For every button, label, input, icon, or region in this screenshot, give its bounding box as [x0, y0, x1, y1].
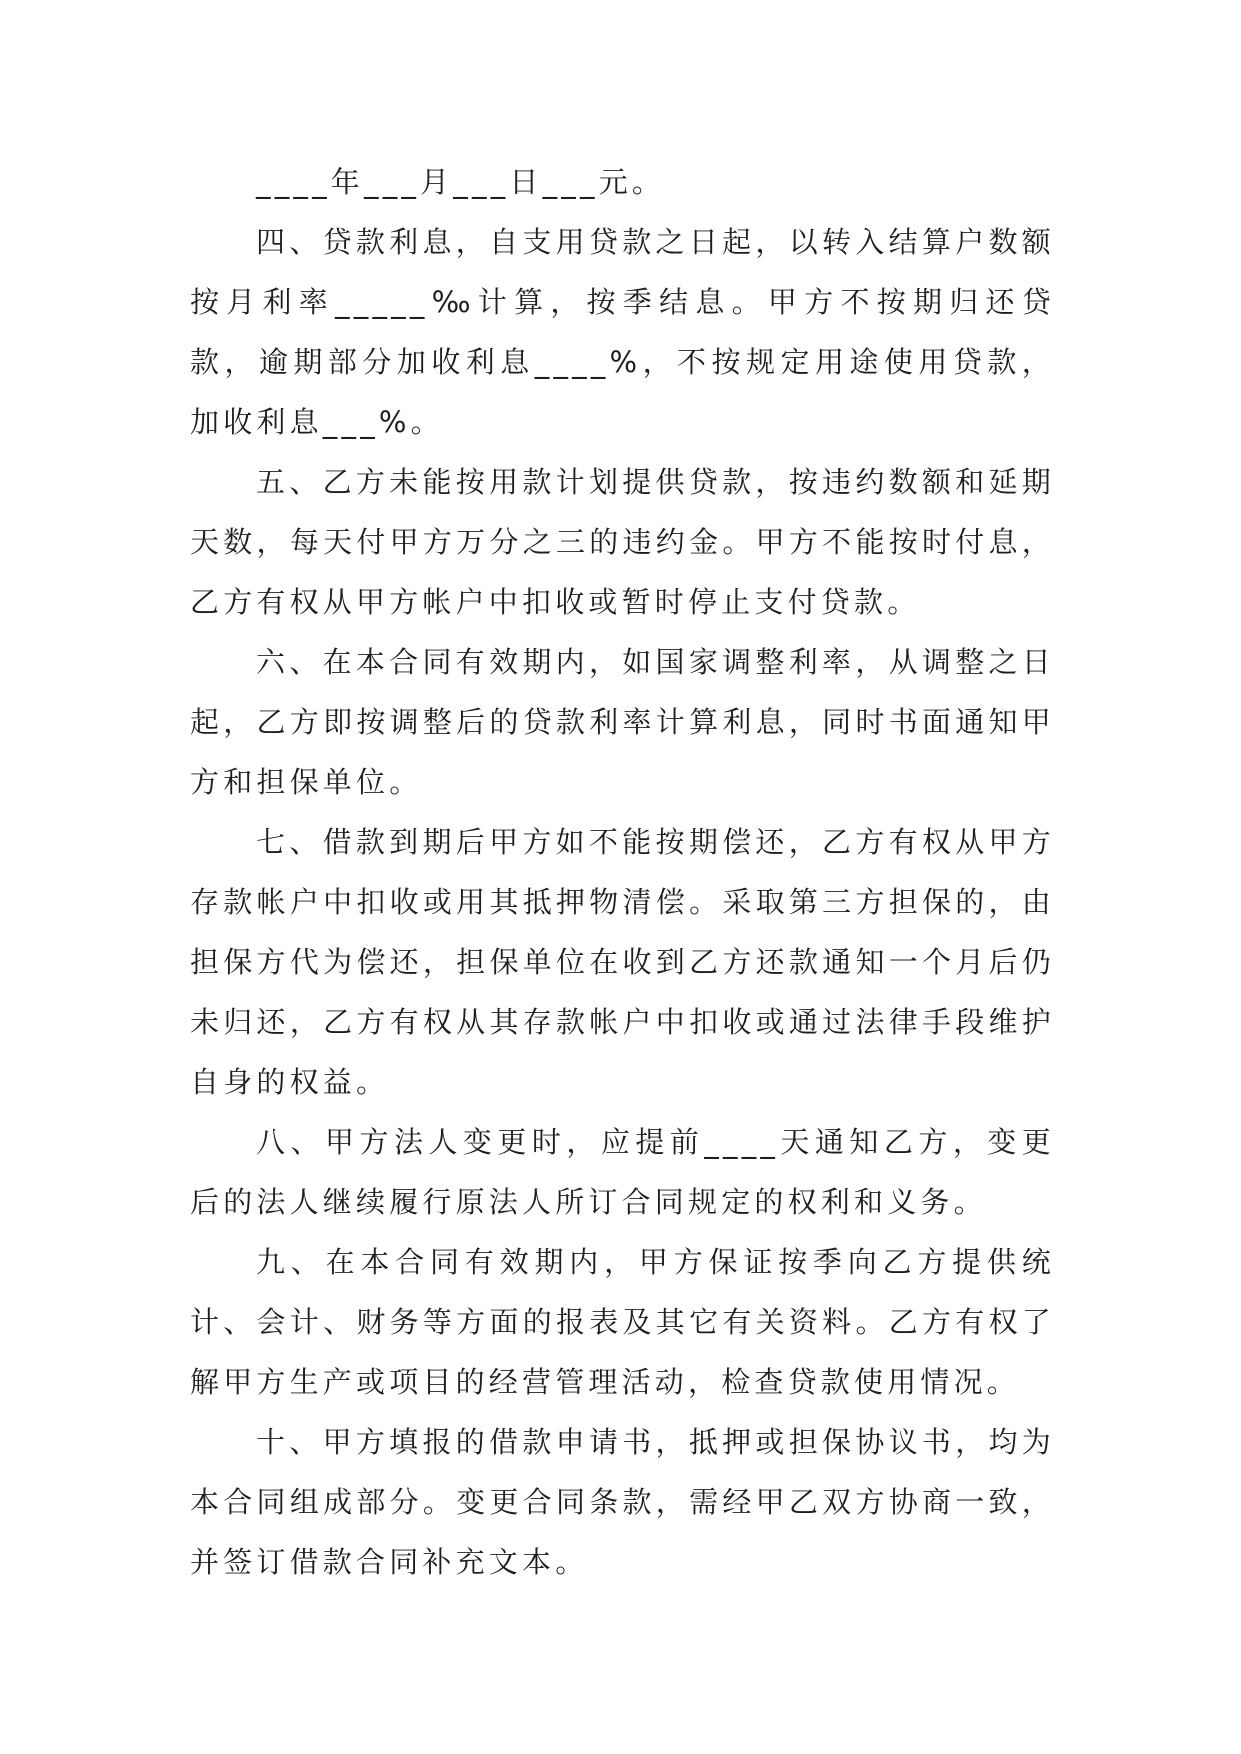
paragraph-clause-9-reporting: 九、在本合同有效期内，甲方保证按季向乙方提供统计、会计、财务等方面的报表及其它有关资料。乙方有权了解甲方生产或项目的经营管理活动，检查贷款使用情况。 — [190, 1245, 1055, 1399]
paragraph-clause-7-repayment: 七、借款到期后甲方如不能按期偿还，乙方有权从甲方存款帐户中扣收或用其抵押物清偿。采取第三方担保的，由担保方代为偿还，担保单位在收到乙方还款通知一个月后仍未归还，乙方有权从其存款帐户中扣收或通过法律手段维护自身的权益。 — [190, 825, 1055, 1099]
contract-body — [190, 152, 1055, 1592]
paragraph-clause-4-interest: 四、贷款利息，自支用贷款之日起，以转入结算户数额按月利率_____‰计算，按季结息。甲方不按期归还贷款，逾期部分加收利息____%，不按规定用途使用贷款，加收利息___%。 — [190, 225, 1055, 439]
paragraph-clause-6-rate-adjustment: 六、在本合同有效期内，如国家调整利率，从调整之日起，乙方即按调整后的贷款利率计算利息，同时书面通知甲方和担保单位。 — [190, 645, 1055, 799]
paragraph-clause-5-penalty: 五、乙方未能按用款计划提供贷款，按违约数额和延期天数，每天付甲方万分之三的违约金。甲方不能按时付息，乙方有权从甲方帐户中扣收或暂时停止支付贷款。 — [190, 465, 1055, 619]
paragraph-date-amount: ____年___月___日___元。 — [256, 165, 666, 199]
paragraph-clause-8-legal-person-change: 八、甲方法人变更时，应提前____天通知乙方，变更后的法人继续履行原法人所订合同规定的权利和义务。 — [190, 1125, 1055, 1219]
paragraph-clause-10-amendments: 十、甲方填报的借款申请书，抵押或担保协议书，均为本合同组成部分。变更合同条款，需经甲乙双方协商一致，并签订借款合同补充文本。 — [190, 1425, 1055, 1579]
